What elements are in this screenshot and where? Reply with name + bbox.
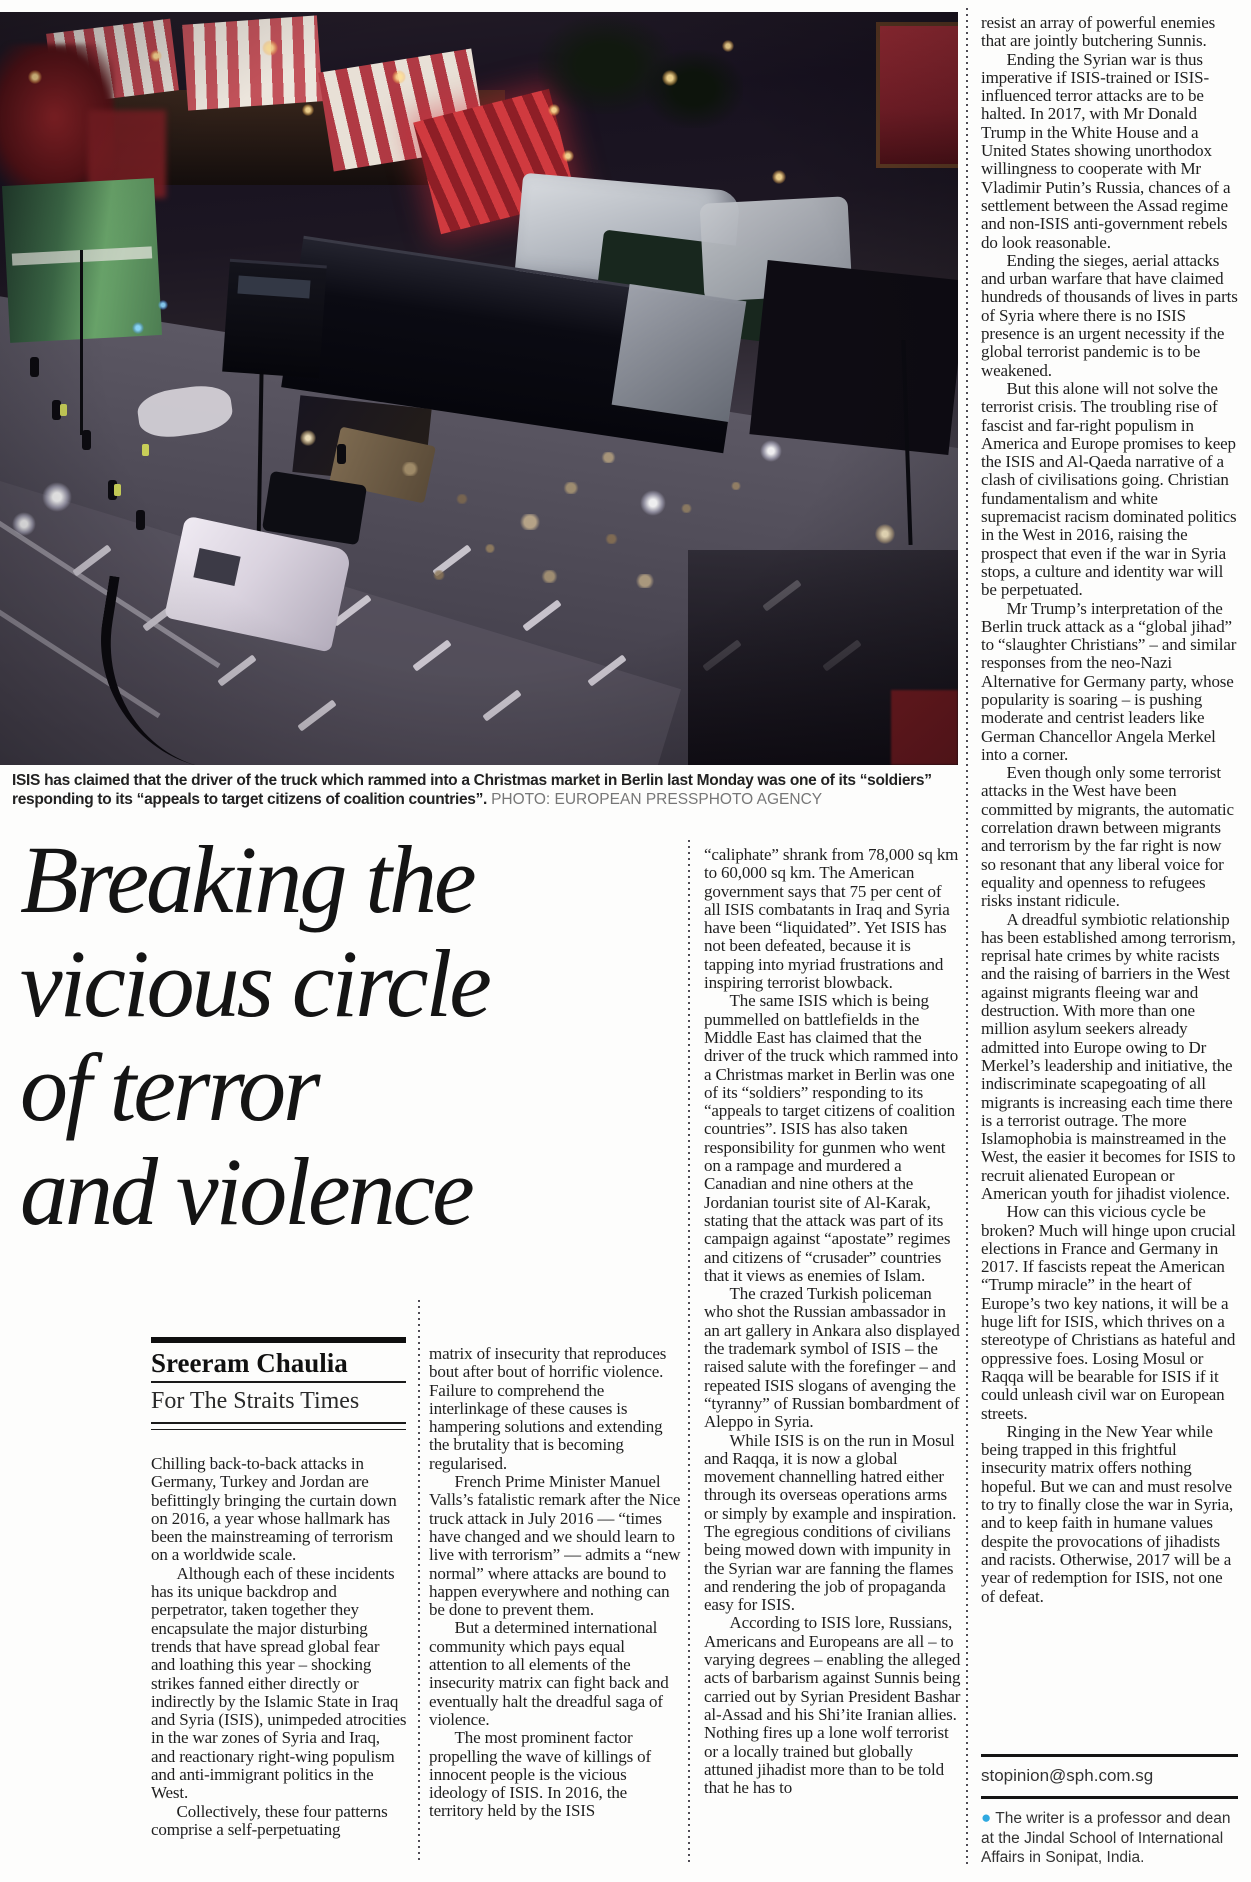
headline-line: vicious circle [20,930,489,1037]
article-headline [20,828,580,1244]
paragraph: Ending the Syrian war is thus imperative if ISIS-trained or ISIS-influenced terror attacks are to be halted. In 2017, with Mr Donald Trump in the White House and a United States showing unorthodox willingness to cooperate with Mr Vladimir Putin’s Russia, chances of a settlement between the Assad regime and non-ISIS anti-government rebels do look reasonable. [981,49,1231,252]
paragraph: Ringing in the New Year while being trapped in this frightful insecurity matrix offers nothing hopeful. But we can and must resolve to try to finally close the war in Syria, and to keep faith in humane values despite the provocations of jihadists and racists. Otherwise, 2017 will be a year of redemption for ISIS, not one of defeat. [981,1421,1234,1606]
paragraph: While ISIS is on the run in Mosul and Raqqa, it is now a global movement channelling hatred either through its overseas operations arms or simply by example and inspiration. The egregious conditions of civilians being mowed down with impunity in the Syrian war are fanning the flames and rendering the job of propaganda easy for ISIS. [704,1430,957,1615]
byline-affiliation: For The Straits Times [151,1388,360,1414]
paragraph: How can this vicious cycle be broken? Much will hinge upon crucial elections in France and Germany in 2017. If fascists repeat the American “Trump miracle” in the heart of Europe’s two key nations, it will be a huge lift for ISIS, which thrives on a stereotype of Christians as hateful and oppressive foes. Losing Mosul or Raqqa will be bearable for ISIS if it could unleash civil war on European streets. [981,1202,1236,1423]
headline-line: and violence [20,1138,472,1245]
byline-double-rule [151,1422,406,1430]
paragraph: A dreadful symbiotic relationship has been established among terrorism, reprisal hate crimes by white racists and the raising of barriers in the West against migrants fleeing war and destruction. With more than one million asylum seekers already admitted into Europe owing to Dr Merkel’s leadership and initiative, the indiscriminate scapegoating of all migrants is increasing each time there is a terrorist outrage. The more Islamophobia is mainstreamed in the West, the easier it becomes for ISIS to recruit alienated European or American youth for jihadist violence. [981,909,1236,1203]
headline-line: of terror [20,1034,318,1141]
paragraph: The crazed Turkish policeman who shot the Russian ambassador in an art gallery in Ankara also displayed the trademark symbol of ISIS – the raised salute with the forefinger – and repeated ISIS slogans of avenging the “tyranny” of Russian bombardment of Aleppo in Syria. [704,1284,960,1432]
paragraph: The most prominent factor propelling the wave of killings of innocent people is the vicious ideology of ISIS. In 2016, the territory held by the ISIS [429,1728,651,1821]
article-photo [0,12,958,765]
writer-note [981,1799,1238,1868]
article-footer [981,1754,1238,1868]
paragraph: Although each of these incidents has its unique backdrop and perpetrator, taken together they encapsulate the major disturbing trends that have spread global fear and loathing this year – shocking strikes fanned either directly or indirectly by the Islamic State in Iraq and Syria (ISIS), unimpeded atrocities in the war zones of Syria and Iraq, and reactionary right-wing populism and anti-immigrant politics in the West. [151,1563,407,1803]
byline-block [151,1337,406,1430]
column-divider [966,8,968,1864]
article-column-4 [981,14,1239,1606]
paragraph: But this alone will not solve the terrorist crisis. The troubling rise of fascist and far-right populism in America and Europe promises to keep the ISIS and Al-Qaeda narrative of a clash of civilisations going. Christian fundamentalism and white supremacist racism dominated politics in the West in 2016, raising the prospect that even if the war in Syria stops, a culture and identity war will be perpetuated. [981,378,1237,600]
article-column-1 [151,1455,407,1839]
paragraph: Collectively, these four patterns comprise a self-perpetuating [151,1801,388,1839]
paragraph: matrix of insecurity that reproduces bout after bout of horrific violence. Failure to comprehend the interlinkage of these causes is hampering solutions and extending the brutality that is becoming regularised. [429,1344,667,1473]
opinion-email[interactable]: stopinion@sph.com.sg [981,1766,1154,1785]
photo-credit: PHOTO: EUROPEAN PRESSPHOTO AGENCY [491,790,823,808]
paragraph: Even though only some terrorist attacks in the West have been committed by migrants, the automatic correlation drawn between migrants and terrorism by the far right is now so resonant that any liberal voice for equality and openness to refugees risks instant ridicule. [981,763,1234,911]
photo-vignette [0,12,958,765]
column-divider [688,840,690,1864]
article-column-3 [704,846,961,1797]
paragraph: The same ISIS which is being pummelled on battlefields in the Middle East has claimed that the driver of the truck which rammed into a Christmas market in Berlin was one of its “soldiers” responding to its “appeals to target citizens of coalition countries”. ISIS has also taken responsibility for gunmen who went on a rampage and murdered a Canadian and nine others at the Jordanian tourist site of Al-Karak, stating that the attack was part of its campaign against “apostate” regimes and citizens of “crusader” countries that it views as enemies of Islam. [704,991,959,1285]
paragraph: According to ISIS lore, Russians, Americans and Europeans are all – to varying degrees – enabling the alleged acts of barbarism against Sunnis being carried out by Syrian President Bashar al-Assad and his Shi’ite Iranian allies. Nothing fires up a lone wolf terrorist or a locally trained but globally attuned jihadist more than to be told that he has to [704,1613,961,1798]
paragraph: resist an array of powerful enemies that are jointly butchering Sunnis. [981,13,1216,51]
paragraph: Mr Trump’s interpretation of the Berlin truck attack as a “global jihad” to “slaughter Christians” – and similar responses from the neo-Nazi Alternative for Germany party, whose popularity is soaring – is pushing moderate and centrist leaders like German Chancellor Angela Merkel into a corner. [981,598,1237,764]
photo-caption [12,772,957,809]
byline-author: Sreeram Chaulia [151,1348,348,1378]
paragraph: French Prime Minister Manuel Valls’s fatalistic remark after the Nice truck attack in July 2016 — “times have changed and we should learn to live with terrorism” — admits a “new normal” where attacks are bound to happen everywhere and nothing can be done to prevent them. [429,1472,681,1620]
paragraph: Chilling back-to-back attacks in Germany, Turkey and Jordan are befittingly bringing the curtain down on 2016, a year whose hallmark has been the mainstreaming of terrorism on a worldwide scale. [151,1454,397,1565]
article-column-2 [429,1345,685,1821]
paragraph: Ending the sieges, aerial attacks and urban warfare that have claimed hundreds of thousands of lives in parts of Syria where there is no ISIS presence is an urgent necessity if the global terrorist pandemic is to be weakened. [981,250,1238,380]
caption-text: ISIS has claimed that the driver of the truck which rammed into a Christmas market in Berlin last Monday was one of its “soldiers” responding to its “appeals to target citizens of coalition countries”. [12,772,932,808]
headline-line: Breaking the [20,826,474,933]
paragraph: “caliphate” shrank from 78,000 sq km to 60,000 sq km. The American government says that 75 per cent of all ISIS combatants in Iraq and Syria have been “liquidated”. Yet ISIS has not been defeated, because it is tapping into myriad frustrations and inspiring terrorist blowback. [704,845,959,993]
paragraph: But a determined international community which pays equal attention to all elements of the insecurity matrix can fight back and eventually halt the dreadful saga of violence. [429,1618,669,1729]
writer-note-text: The writer is a professor and dean at the Jindal School of International Affairs in Sonipat, India. [981,1810,1231,1866]
column-divider [418,1300,420,1864]
bullet-icon: ● [981,1808,992,1827]
